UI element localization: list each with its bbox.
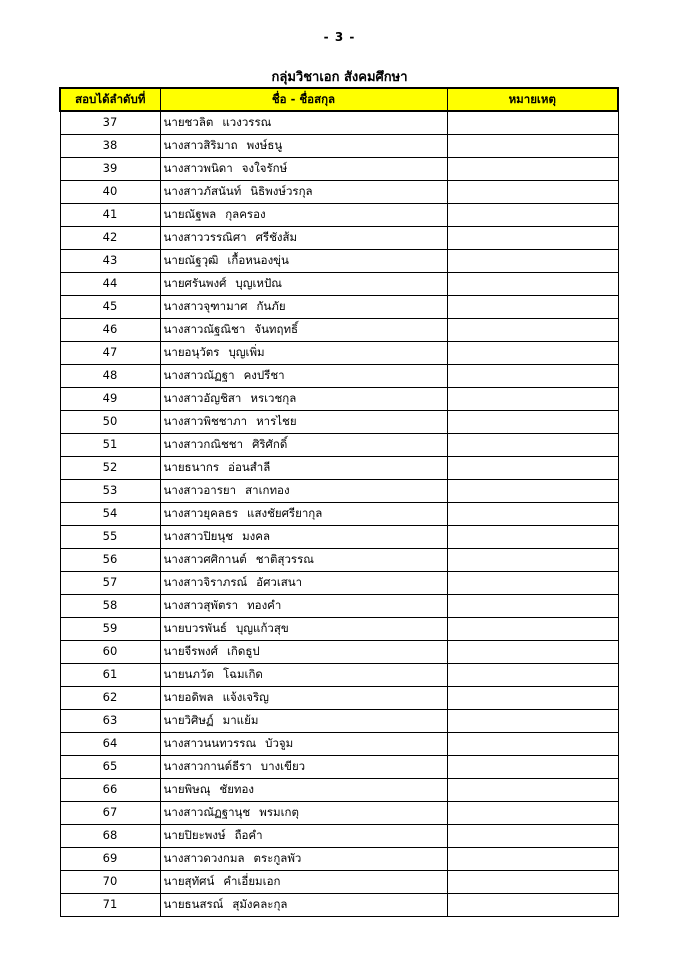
- rank-cell: 56: [60, 548, 160, 571]
- rank-cell: 44: [60, 272, 160, 295]
- remark-cell: [447, 341, 618, 364]
- last-name: โฉมเกิด: [222, 667, 263, 681]
- table-row: [60, 571, 618, 594]
- remark-cell: [447, 318, 618, 341]
- name-cell: [160, 433, 447, 456]
- table-row: [60, 364, 618, 387]
- first-name: นางสาวดวงกมล: [163, 851, 245, 865]
- rank-cell: 67: [60, 801, 160, 824]
- rank-cell: 68: [60, 824, 160, 847]
- name-cell: [160, 617, 447, 640]
- rank-cell: 53: [60, 479, 160, 502]
- table-row: [60, 249, 618, 272]
- last-name: ศรีชังส้ม: [255, 230, 298, 244]
- table-row: [60, 111, 618, 134]
- last-name: ศิริศักดิ์: [252, 437, 288, 451]
- remark-cell: [447, 180, 618, 203]
- first-name: นางสาวจิราภรณ์: [163, 575, 248, 589]
- remark-cell: [447, 801, 618, 824]
- table-row: [60, 134, 618, 157]
- rank-cell: 65: [60, 755, 160, 778]
- table-row: [60, 548, 618, 571]
- first-name: นายธนสรณ์: [163, 897, 224, 911]
- rank-cell: 69: [60, 847, 160, 870]
- remark-cell: [447, 640, 618, 663]
- name-cell: [160, 571, 447, 594]
- first-name: นางสาวภัสนันท์: [163, 184, 242, 198]
- last-name: หรเวชกุล: [250, 391, 297, 405]
- rank-cell: 45: [60, 295, 160, 318]
- name-cell: [160, 226, 447, 249]
- remark-cell: [447, 594, 618, 617]
- rank-cell: 52: [60, 456, 160, 479]
- table-row: [60, 640, 618, 663]
- first-name: นายวิศิษฏ์: [163, 713, 214, 727]
- rank-cell: 63: [60, 709, 160, 732]
- table-row: [60, 617, 618, 640]
- table-row: [60, 525, 618, 548]
- first-name: นายจีรพงศ์: [163, 644, 218, 658]
- remark-cell: [447, 157, 618, 180]
- last-name: คงปรีชา: [243, 368, 285, 382]
- table-row: [60, 318, 618, 341]
- rank-cell: 39: [60, 157, 160, 180]
- table-row: [60, 387, 618, 410]
- name-cell: [160, 364, 447, 387]
- first-name: นายปิยะพงษ์: [163, 828, 226, 842]
- page-number: - 3 -: [323, 30, 356, 44]
- table-row: [60, 272, 618, 295]
- first-name: นายสุทัศน์: [163, 874, 215, 888]
- first-name: นางสาวณัฏฐานุช: [163, 805, 251, 819]
- last-name: พรมเกตุ: [259, 805, 299, 819]
- table-row: [60, 456, 618, 479]
- remark-cell: [447, 226, 618, 249]
- rank-cell: 40: [60, 180, 160, 203]
- rank-cell: 57: [60, 571, 160, 594]
- remark-cell: [447, 387, 618, 410]
- last-name: คำเอี่ยมเอก: [223, 874, 281, 888]
- remark-cell: [447, 847, 618, 870]
- table-row: [60, 157, 618, 180]
- last-name: แสงชัยศรียากุล: [247, 506, 323, 520]
- remark-cell: [447, 456, 618, 479]
- rank-cell: 64: [60, 732, 160, 755]
- first-name: นางสาวพิชชาภา: [163, 414, 248, 428]
- table-row: [60, 801, 618, 824]
- first-name: นางสาวยุคลธร: [163, 506, 239, 520]
- first-name: นายอนุวัตร: [163, 345, 220, 359]
- table-row: [60, 732, 618, 755]
- first-name: นายธนากร: [163, 460, 220, 474]
- remark-cell: [447, 410, 618, 433]
- last-name: อ่อนสำลี: [228, 460, 271, 474]
- last-name: บางเขียว: [260, 759, 306, 773]
- remark-cell: [447, 778, 618, 801]
- last-name: กันภัย: [256, 299, 286, 313]
- last-name: กุลครอง: [225, 207, 266, 221]
- name-cell: [160, 387, 447, 410]
- last-name: ชาติสุวรรณ: [255, 552, 314, 566]
- remark-cell: [447, 617, 618, 640]
- name-cell: [160, 824, 447, 847]
- name-cell: [160, 157, 447, 180]
- table-row: [60, 663, 618, 686]
- remark-cell: [447, 824, 618, 847]
- rank-cell: 46: [60, 318, 160, 341]
- table-row: [60, 893, 618, 916]
- remark-cell: [447, 686, 618, 709]
- first-name: นางสาวกานต์ธีรา: [163, 759, 252, 773]
- name-cell: [160, 479, 447, 502]
- remark-cell: [447, 663, 618, 686]
- rank-cell: 38: [60, 134, 160, 157]
- rank-cell: 54: [60, 502, 160, 525]
- table-row: [60, 686, 618, 709]
- first-name: นางสาวณัฐณิชา: [163, 322, 246, 336]
- name-cell: [160, 272, 447, 295]
- first-name: นายชวลิต: [163, 115, 214, 130]
- first-name: นางสาวสุพัตรา: [163, 598, 239, 612]
- header-name: ชื่อ - ชื่อสกุล: [160, 88, 447, 111]
- name-cell: [160, 893, 447, 916]
- table-row: [60, 778, 618, 801]
- name-cell: [160, 410, 447, 433]
- first-name: นายศรันพงศ์: [163, 276, 227, 290]
- name-cell: [160, 801, 447, 824]
- remark-cell: [447, 272, 618, 295]
- rank-cell: 58: [60, 594, 160, 617]
- header-remark: หมายเหตุ: [447, 88, 618, 111]
- results-table: [59, 87, 619, 917]
- name-cell: [160, 249, 447, 272]
- name-cell: [160, 686, 447, 709]
- header-rank: สอบได้ลำดับที่: [60, 88, 160, 111]
- name-cell: [160, 548, 447, 571]
- first-name: นางสาวปิยนุช: [163, 529, 234, 543]
- first-name: นายอดิพล: [163, 690, 214, 704]
- last-name: อัศวเสนา: [256, 575, 303, 589]
- last-name: หารไชย: [256, 414, 297, 428]
- remark-cell: [447, 433, 618, 456]
- remark-cell: [447, 249, 618, 272]
- last-name: สุมังคละกุล: [232, 897, 288, 911]
- name-cell: [160, 663, 447, 686]
- remark-cell: [447, 893, 618, 916]
- last-name: มงคล: [242, 529, 271, 543]
- name-cell: [160, 525, 447, 548]
- last-name: บุญเหปัณ: [235, 276, 282, 290]
- table-header: [60, 88, 618, 111]
- rank-cell: 48: [60, 364, 160, 387]
- first-name: นายบวรพันธ์: [163, 621, 227, 635]
- rank-cell: 61: [60, 663, 160, 686]
- rank-cell: 66: [60, 778, 160, 801]
- last-name: ถือคำ: [234, 828, 263, 842]
- table-row: [60, 709, 618, 732]
- table-row: [60, 226, 618, 249]
- table-row: [60, 847, 618, 870]
- name-cell: [160, 594, 447, 617]
- name-cell: [160, 732, 447, 755]
- rank-cell: 41: [60, 203, 160, 226]
- first-name: นางสาวสิริมาถ: [163, 138, 238, 152]
- table-row: [60, 341, 618, 364]
- remark-cell: [447, 111, 618, 134]
- table-row: [60, 410, 618, 433]
- rank-cell: 51: [60, 433, 160, 456]
- first-name: นางสาวณัฏฐา: [163, 368, 235, 382]
- remark-cell: [447, 709, 618, 732]
- first-name: นางสาวอารยา: [163, 483, 237, 497]
- last-name: เกื้อหนองขุ่น: [227, 253, 289, 267]
- table-row: [60, 180, 618, 203]
- first-name: นางสาวศศิกานต์: [163, 552, 247, 566]
- rank-cell: 49: [60, 387, 160, 410]
- last-name: ทองคำ: [247, 598, 282, 612]
- name-cell: [160, 709, 447, 732]
- name-cell: [160, 318, 447, 341]
- last-name: สาเกทอง: [245, 483, 290, 497]
- rank-cell: 60: [60, 640, 160, 663]
- rank-cell: 42: [60, 226, 160, 249]
- rank-cell: 50: [60, 410, 160, 433]
- name-cell: [160, 456, 447, 479]
- remark-cell: [447, 134, 618, 157]
- name-cell: [160, 847, 447, 870]
- table-row: [60, 479, 618, 502]
- table-row: [60, 433, 618, 456]
- remark-cell: [447, 525, 618, 548]
- rank-cell: 62: [60, 686, 160, 709]
- last-name: จงใจรักษ์: [241, 161, 288, 175]
- rank-cell: 71: [60, 893, 160, 916]
- table-row: [60, 824, 618, 847]
- name-cell: [160, 341, 447, 364]
- last-name: แจ้งเจริญ: [222, 690, 269, 704]
- name-cell: [160, 870, 447, 893]
- rank-cell: 59: [60, 617, 160, 640]
- last-name: แวงวรรณ: [222, 115, 272, 130]
- table-row: [60, 295, 618, 318]
- name-cell: [160, 778, 447, 801]
- remark-cell: [447, 364, 618, 387]
- remark-cell: [447, 755, 618, 778]
- remark-cell: [447, 571, 618, 594]
- table-row: [60, 594, 618, 617]
- first-name: นางสาวนนทวรรณ: [163, 736, 257, 750]
- first-name: นายณัฐพล: [163, 207, 217, 221]
- name-cell: [160, 134, 447, 157]
- remark-cell: [447, 295, 618, 318]
- rank-cell: 70: [60, 870, 160, 893]
- table-row: [60, 870, 618, 893]
- header-row: [60, 88, 618, 111]
- last-name: นิธิพงษ์วรกุล: [250, 184, 313, 198]
- last-name: บัวจูม: [265, 736, 294, 750]
- first-name: นางสาวจุฑามาศ: [163, 299, 248, 313]
- table-row: [60, 502, 618, 525]
- first-name: นายพิษณุ: [163, 782, 211, 796]
- remark-cell: [447, 502, 618, 525]
- rank-cell: 47: [60, 341, 160, 364]
- name-cell: [160, 203, 447, 226]
- name-cell: [160, 111, 447, 134]
- table-row: [60, 755, 618, 778]
- first-name: นางสาวกณิชชา: [163, 437, 244, 451]
- table-row: [60, 203, 618, 226]
- rank-cell: 37: [60, 111, 160, 134]
- last-name: บุญแก้วสุข: [235, 621, 289, 635]
- name-cell: [160, 640, 447, 663]
- first-name: นายณัฐวุฒิ: [163, 253, 219, 267]
- remark-cell: [447, 479, 618, 502]
- name-cell: [160, 180, 447, 203]
- first-name: นางสาววรรณิศา: [163, 230, 247, 244]
- last-name: จันทฤทธิ์: [254, 322, 299, 336]
- last-name: เกิดธูป: [226, 644, 260, 658]
- name-cell: [160, 755, 447, 778]
- first-name: นางสาวพนิดา: [163, 161, 233, 175]
- last-name: ชัยทอง: [219, 782, 255, 796]
- last-name: พงษ์ธนู: [246, 138, 283, 152]
- remark-cell: [447, 548, 618, 571]
- rank-cell: 43: [60, 249, 160, 272]
- remark-cell: [447, 732, 618, 755]
- rank-cell: 55: [60, 525, 160, 548]
- remark-cell: [447, 203, 618, 226]
- last-name: มาแย้ม: [222, 713, 259, 727]
- first-name: นางสาวอัญชิสา: [163, 391, 242, 405]
- last-name: ตระกูลพัว: [253, 851, 302, 865]
- document-title: กลุ่มวิชาเอก สังคมศึกษา: [271, 70, 408, 85]
- table-body: [60, 111, 618, 916]
- name-cell: [160, 502, 447, 525]
- remark-cell: [447, 870, 618, 893]
- first-name: นายนภวัต: [163, 667, 214, 681]
- name-cell: [160, 295, 447, 318]
- last-name: บุญเพิ่ม: [228, 345, 265, 359]
